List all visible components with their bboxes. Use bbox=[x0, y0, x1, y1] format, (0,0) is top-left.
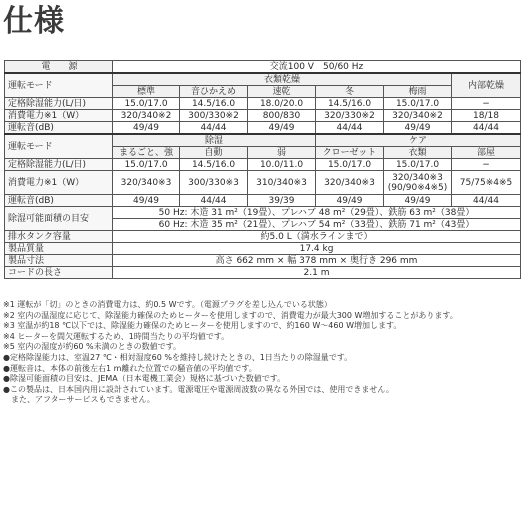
t2-row-label: 定格除湿能力(L/日) bbox=[5, 159, 113, 171]
t2-mode-label: 運転モード bbox=[5, 134, 113, 159]
t2-cell: 49/49 bbox=[316, 195, 384, 207]
t1-internal-dry: 内部乾燥 bbox=[452, 73, 521, 98]
power-label: 電 源 bbox=[5, 61, 113, 74]
t1-mode: 速乾 bbox=[248, 86, 316, 98]
power-value: 交流100 V 50/60 Hz bbox=[113, 61, 521, 74]
t1-cell: 15.0/17.0 bbox=[384, 98, 452, 110]
t2-cell: 75/75※4※5 bbox=[452, 171, 521, 195]
t2-cell: − bbox=[452, 159, 521, 171]
t1-cell: − bbox=[452, 98, 521, 110]
t2-cell: 10.0/11.0 bbox=[248, 159, 316, 171]
t2-group-dehumidify: 除湿 bbox=[113, 134, 316, 147]
t2-cell: 14.5/16.0 bbox=[180, 159, 248, 171]
footnote: ※2 室内の温湿度に応じて、除湿能力確保のためヒーターを使用しますので、消費電力が最大300 W増加することがあります。 bbox=[3, 310, 458, 320]
t1-cell: 44/44 bbox=[180, 122, 248, 135]
t2-cell: 320/340※3 (90/90※4※5) bbox=[384, 171, 452, 195]
t2-cell: 300/330※3 bbox=[180, 171, 248, 195]
t2-mode: 部屋 bbox=[452, 147, 521, 159]
t1-cell: 44/44 bbox=[316, 122, 384, 135]
t2-cell: 15.0/17.0 bbox=[113, 159, 180, 171]
t1-mode: 梅雨 bbox=[384, 86, 452, 98]
area-60hz: 60 Hz: 木造 35 m²（21畳）、プレハブ 54 m²（33畳）、鉄筋 71 m²（43畳） bbox=[113, 219, 521, 231]
t2-mode: 自動 bbox=[180, 147, 248, 159]
t1-cell: 320/340※2 bbox=[113, 110, 180, 122]
t1-cell: 44/44 bbox=[452, 122, 521, 135]
t1-cell: 49/49 bbox=[384, 122, 452, 135]
t2-mode: クローゼット bbox=[316, 147, 384, 159]
t2-cell: 39/39 bbox=[248, 195, 316, 207]
t1-cell: 49/49 bbox=[113, 122, 180, 135]
cord-value: 2.1 m bbox=[113, 267, 521, 279]
area-label: 除湿可能面積の目安 bbox=[5, 207, 113, 231]
footnote: ※3 室温が約18 ℃以下では、除湿能力確保のためヒーターを使用しますので、約160 W〜460 W増加します。 bbox=[3, 321, 402, 331]
footnotes bbox=[3, 300, 521, 406]
t1-cell: 18.0/20.0 bbox=[248, 98, 316, 110]
footnote: ※5 室内の湿度が約60 %未満のときの数値です。 bbox=[3, 342, 182, 352]
footnote: ●除湿可能面積の目安は、JEMA（日本電機工業会）規格に基づいた数値です。 bbox=[3, 374, 286, 384]
dims-label: 製品寸法 bbox=[5, 255, 113, 267]
t1-cell: 18/18 bbox=[452, 110, 521, 122]
dims-value: 高さ 662 mm × 幅 378 mm × 奥行き 296 mm bbox=[113, 255, 521, 267]
t1-cell: 320/330※2 bbox=[316, 110, 384, 122]
t2-cell: 49/49 bbox=[384, 195, 452, 207]
mass-label: 製品質量 bbox=[5, 243, 113, 255]
t2-mode: まるごと、強 bbox=[113, 147, 180, 159]
t1-cell: 800/830 bbox=[248, 110, 316, 122]
t2-cell: 44/44 bbox=[452, 195, 521, 207]
footnote: ※1 運転が「切」のときの消費電力は、約0.5 Wです。（電源プラグを差し込んでいる状態） bbox=[3, 300, 332, 309]
footnote: ●運転音は、本体の前後左右1 m離れた位置での騒音値の平均値です。 bbox=[3, 363, 257, 373]
t1-group-clothes-dry: 衣類乾燥 bbox=[113, 73, 452, 86]
t2-group-care: ケア bbox=[316, 134, 521, 147]
t2-mode: 衣類 bbox=[384, 147, 452, 159]
t1-cell: 300/330※2 bbox=[180, 110, 248, 122]
area-50hz: 50 Hz: 木造 31 m²（19畳）、プレハブ 48 m²（29畳）、鉄筋 63 m²（38畳） bbox=[113, 207, 521, 219]
tank-label: 排水タンク容量 bbox=[5, 231, 113, 243]
t1-mode: 音ひかえめ bbox=[180, 86, 248, 98]
t2-cell: 15.0/17.0 bbox=[316, 159, 384, 171]
t2-cell: 310/340※3 bbox=[248, 171, 316, 195]
spec-table-wrapper bbox=[4, 60, 520, 279]
t1-mode: 標準 bbox=[113, 86, 180, 98]
t2-cell: 15.0/17.0 bbox=[384, 159, 452, 171]
footnote: また、アフターサービスもできません。 bbox=[3, 395, 155, 405]
cord-label: コードの長さ bbox=[5, 267, 113, 279]
tank-value: 約5.0 L（満水ラインまで） bbox=[113, 231, 521, 243]
t1-cell: 14.5/16.0 bbox=[316, 98, 384, 110]
mass-value: 17.4 kg bbox=[113, 243, 521, 255]
spec-table bbox=[4, 60, 521, 279]
footnote: ※4 ヒーターを間欠運転するため、1時間当たりの平均値です。 bbox=[3, 331, 230, 341]
t1-cell: 15.0/17.0 bbox=[113, 98, 180, 110]
footnote: ●この製品は、日本国内用に設計されています。電源電圧や電源周波数の異なる外国では、使用できません。 bbox=[3, 384, 394, 394]
t1-cell: 320/340※2 bbox=[384, 110, 452, 122]
t2-cell: 320/340※3 bbox=[316, 171, 384, 195]
t2-mode: 弱 bbox=[248, 147, 316, 159]
t1-cell: 14.5/16.0 bbox=[180, 98, 248, 110]
t1-row-label: 運転音(dB) bbox=[5, 122, 113, 135]
t1-cell: 49/49 bbox=[248, 122, 316, 135]
page-title: 仕様 bbox=[3, 4, 65, 39]
t1-row-label: 定格除湿能力(L/日) bbox=[5, 98, 113, 110]
t2-row-label: 消費電力※1（W） bbox=[5, 171, 113, 195]
t2-row-label: 運転音(dB) bbox=[5, 195, 113, 207]
t2-cell: 49/49 bbox=[113, 195, 180, 207]
t2-cell: 44/44 bbox=[180, 195, 248, 207]
t1-mode: 冬 bbox=[316, 86, 384, 98]
t2-cell: 320/340※3 bbox=[113, 171, 180, 195]
t1-mode-label: 運転モード bbox=[5, 73, 113, 98]
t1-row-label: 消費電力※1（W） bbox=[5, 110, 113, 122]
footnote: ●定格除湿能力は、室温27 ℃・相対湿度60 %を維持し続けたときの、1日当たりの除湿量です。 bbox=[3, 352, 353, 362]
